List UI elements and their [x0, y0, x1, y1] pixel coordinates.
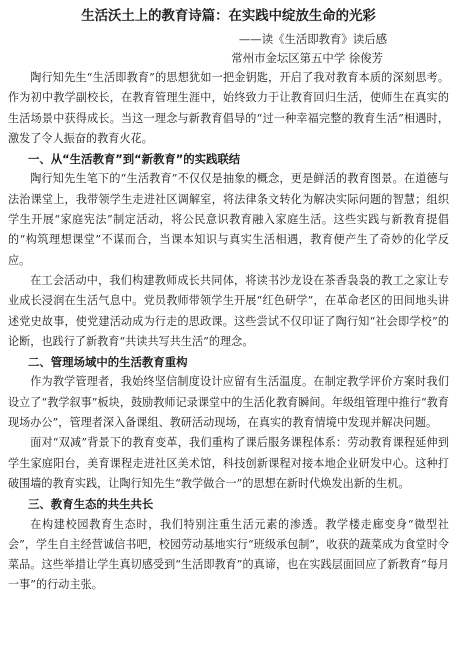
intro-paragraph: 陶行知先生“生活即教育”的思想犹如一把金钥匙，开启了我对教育本质的深刻思考。作为初中教学副校长，在教育管理生涯中，始终致力于让教育回归生活，使师生在真实的生活场景中获得成长。当这一理念与新教育倡导的“过一种幸福完整的教育生活”相遇时，激发了令人振奋的教育火花。 — [8, 71, 449, 145]
section-1-paragraph-1: 陶行知先生笔下的“生活教育”不仅仅是抽象的概念，更是鲜活的教育图景。在道德与法治课堂上，我带领学生走进社区调解室，将法律条文转化为解决实际问题的智慧；组织学生开展“家庭宪法”制定活动，将公民意识教育融入家庭生活。这些实践与新教育提倡的“构筑理想课堂”不谋而合，当课本知识与真实生活相遇，教育便产生了奇妙的化学反应。 — [8, 172, 449, 267]
section-3-paragraph-1: 在构建校园教育生态时，我们特别注重生活元素的渗透。教学楼走廊变身“微型社会”，学生自主经营诚信书吧，校园劳动基地实行“班级承包制”，收获的蔬菜成为食堂时令菜品。这些举措让学生真切感受到“生活即教育”的真谛，也在实践层面回应了新教育“每月一事”的行动主张。 — [8, 517, 449, 592]
article-author: 常州市金坛区第五中学 徐俊芳 — [231, 51, 383, 65]
section-1-paragraph-2: 在工会活动中，我们构建教师成长共同体，将读书沙龙设在茶香袅袅的教工之家让专业成长浸润在生活气息中。党员教师带领学生开展“红色研学”，在革命老区的田间地头讲述党史故事，使党建活动成为行走的思政课。这些尝试不仅印证了陶行知“社会即学校”的论断，也践行了新教育“共读共写共生活”的理念。 — [8, 273, 449, 348]
section-1-heading: 一、从“生活教育”到“新教育”的实践联结 — [28, 152, 241, 167]
article-title: 生活沃土上的教育诗篇：在实践中绽放生命的光彩 — [81, 9, 376, 24]
section-2-paragraph-1: 作为教学管理者，我始终坚信制度设计应留有生活温度。在制定教学评价方案时我们设立了“教学叙事”板块，鼓励教师记录课堂中的生活化教育瞬间。年级组管理中推行“教育现场办公”，管理者深入备课组、教研活动现场，在真实的教育情境中发现并解决问题。 — [8, 375, 449, 430]
article-subtitle: ——读《生活即教育》读后感 — [238, 32, 387, 46]
section-2-heading: 二、管理场域中的生活教育重构 — [28, 355, 188, 370]
section-3-heading: 三、教育生态的共生共长 — [28, 497, 154, 512]
section-2-paragraph-2: 面对“双减”背景下的教育变革，我们重构了课后服务课程体系：劳动教育课程延伸到学生家庭阳台，美育课程走进社区美术馆，科技创新课程对接本地企业研发中心。这种打破围墙的教育实践，让陶行知先生“教学做合一”的思想在新时代焕发出新的生机。 — [8, 436, 449, 490]
